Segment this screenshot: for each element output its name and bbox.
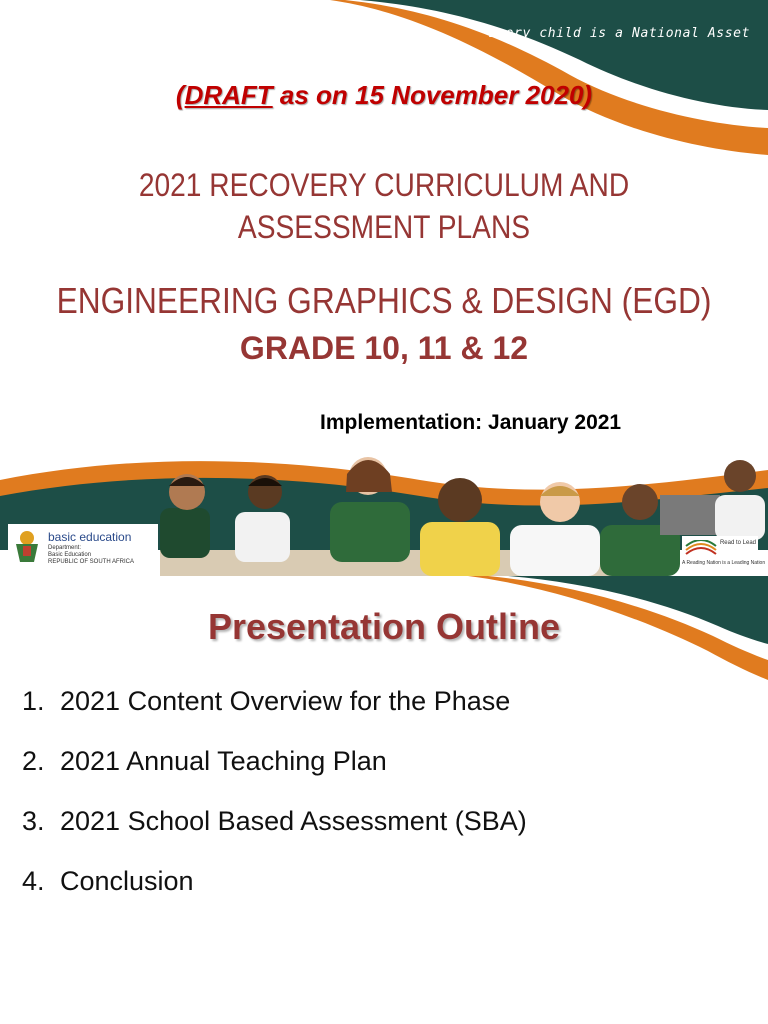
main-title-line1: 2021 RECOVERY CURRICULUM AND: [138, 167, 630, 203]
list-item-number: 3.: [22, 806, 45, 836]
draft-date: as on 15 November 2020): [272, 80, 593, 110]
student-figure: [235, 475, 290, 562]
main-title-line2: ASSESSMENT PLANS: [237, 209, 531, 245]
list-item: [22, 806, 527, 866]
draft-word: DRAFT: [184, 80, 273, 110]
list-item-text: Conclusion: [60, 866, 194, 896]
list-item-text: 2021 Annual Teaching Plan: [60, 746, 387, 776]
main-title: [46, 164, 722, 248]
subject-title: ENGINEERING GRAPHICS & DESIGN (EGD): [56, 280, 712, 321]
logo-sub-line1: Department:: [48, 545, 82, 551]
student-figure: [330, 457, 410, 562]
list-item-number: 2.: [22, 746, 45, 776]
list-item-text: 2021 School Based Assessment (SBA): [60, 806, 527, 836]
basic-education-logo: [8, 524, 158, 570]
outline-slide: [0, 576, 768, 1024]
slogan-text: Every child is a National Asset: [488, 26, 750, 41]
logo-main-text: basic education: [48, 530, 132, 544]
read-logo-main: Read to Lead: [719, 540, 756, 546]
list-item-text: 2021 Content Overview for the Phase: [60, 686, 511, 716]
student-figure: [160, 474, 210, 558]
draft-notice: [0, 80, 768, 111]
list-item: [22, 746, 527, 806]
draft-open-paren: (: [175, 80, 185, 110]
student-figure: [715, 460, 765, 540]
grade-title: GRADE 10, 11 & 12: [239, 330, 529, 366]
outline-title: Presentation Outline: [207, 606, 561, 647]
student-figure: [420, 478, 500, 576]
logo-sub-line2: Basic Education: [48, 552, 92, 558]
logo-sub-line3: REPUBLIC OF SOUTH AFRICA: [48, 559, 135, 565]
implementation-date: Implementation: January 2021: [320, 411, 622, 434]
open-book-icon: [684, 540, 718, 558]
list-item: [22, 866, 527, 926]
coat-of-arms-icon: [10, 526, 44, 566]
read-logo-tagline: A Reading Nation is a Leading Nation: [682, 560, 766, 566]
list-item-number: 1.: [22, 686, 45, 716]
read-to-lead-logo: [682, 536, 766, 568]
outline-list: [22, 686, 527, 926]
list-item-number: 4.: [22, 866, 45, 896]
logo-sub-text: [48, 545, 134, 566]
list-item: [22, 686, 527, 746]
student-figure: [510, 482, 600, 576]
